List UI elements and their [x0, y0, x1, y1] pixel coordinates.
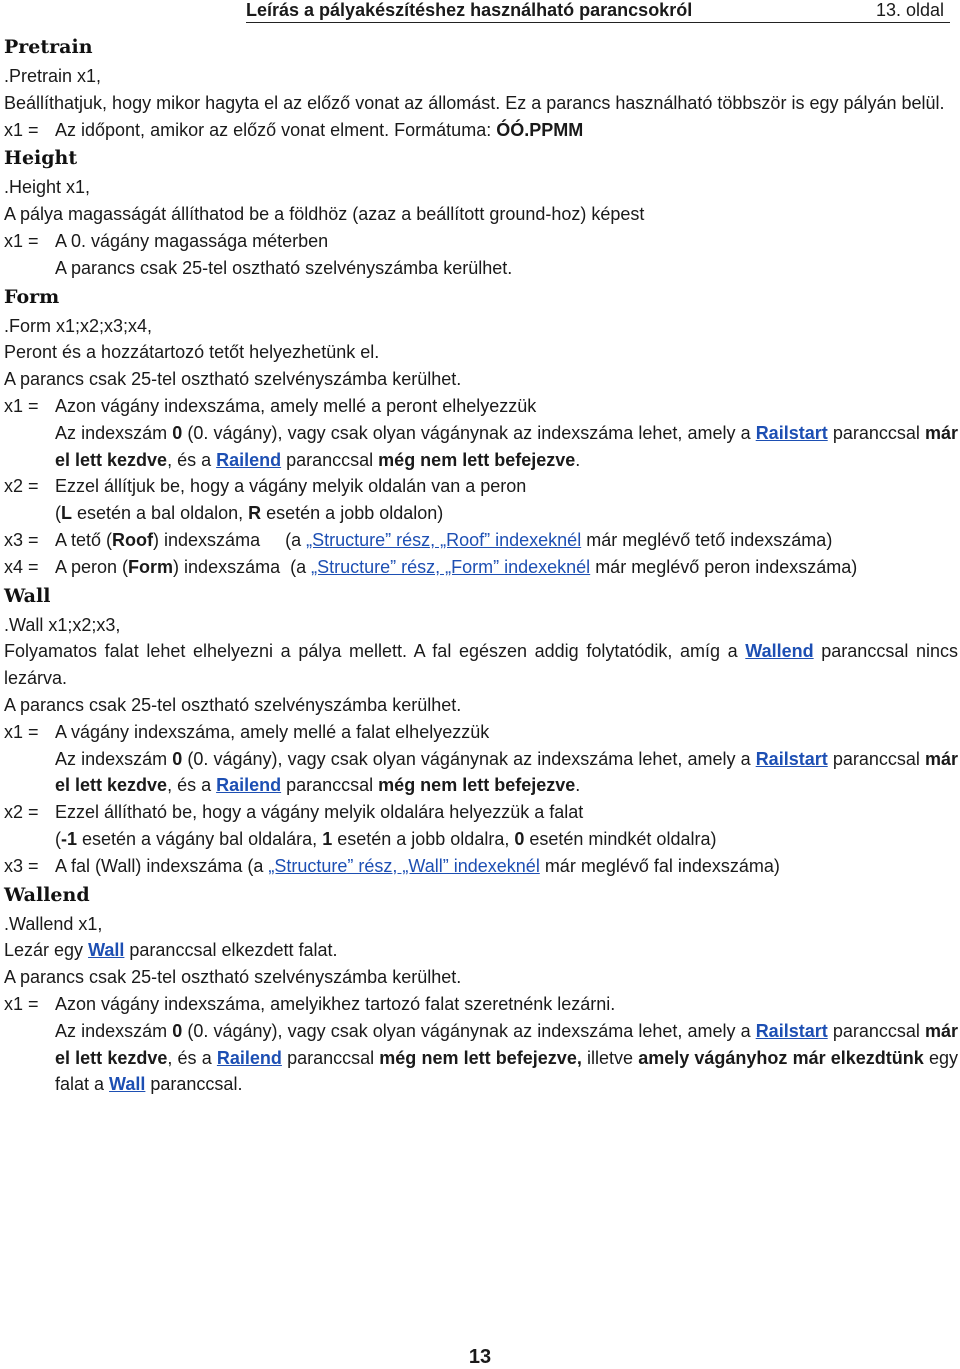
text: egy falat a [55, 1047, 958, 1095]
text: esetén a bal oldalon, [72, 503, 249, 524]
text: A tető ( [55, 529, 113, 550]
page-header [0, 0, 960, 24]
section-height [4, 145, 958, 281]
param-x1 [4, 228, 958, 255]
text-bold: 0 [172, 1020, 183, 1041]
param-key: x4 = [4, 556, 39, 577]
param-key: x1 = [4, 395, 39, 416]
section-pretrain [4, 34, 958, 143]
wall-link[interactable]: Wall [109, 1074, 146, 1095]
text: A fal (Wall) indexszáma (a [55, 855, 269, 876]
wall-link[interactable]: Wall [88, 940, 125, 961]
section-title: Height [4, 147, 78, 170]
section-title: Form [4, 285, 60, 308]
text: Lezár egy [4, 940, 89, 961]
param-x2 [4, 473, 958, 500]
text: ) indexszáma (a [173, 556, 312, 577]
param-text: Ezzel állítható be, hogy a vágány melyik oldalára helyezzük a falat [55, 802, 584, 823]
param-x1-detail [4, 746, 958, 800]
text: paranccsal [281, 775, 379, 796]
text: . [575, 775, 581, 796]
text-bold: már el lett kezdve [55, 748, 958, 796]
param-key: x1 = [4, 119, 39, 140]
text-bold: már el lett kezdve [55, 422, 958, 470]
description [4, 638, 958, 692]
text: (0. vágány), vagy csak olyan vágánynak az indexszáma lehet, amely a [182, 422, 756, 443]
text: esetén mindkét oldalra) [524, 828, 717, 849]
param-text [55, 853, 958, 880]
text: esetén a jobb oldalra, [332, 828, 515, 849]
syntax-line: .Pretrain x1, [4, 66, 102, 86]
header-rule [246, 22, 950, 23]
param-key: x3 = [4, 529, 39, 550]
syntax-line: .Wall x1;x2;x3, [4, 614, 121, 635]
text-bold: Form [128, 556, 174, 577]
param-key: x1 = [4, 230, 39, 251]
param-key: x2 = [4, 476, 39, 497]
param-text [55, 527, 958, 554]
description [4, 937, 958, 964]
param-text: Azon vágány indexszáma, amelyikhez tartozó falat szeretnénk lezárni. [55, 993, 616, 1014]
text: (0. vágány), vagy csak olyan vágánynak az indexszáma lehet, amely a [182, 748, 756, 769]
text: ( [55, 828, 61, 849]
header-page-label: 13. oldal [875, 0, 944, 20]
param-x1 [4, 117, 958, 144]
param-x1 [4, 991, 958, 1018]
structure-form-link[interactable]: „Structure” rész, „Form” indexeknél [311, 556, 591, 577]
section-title: Wallend [4, 883, 90, 906]
text-bold: 0 [172, 748, 183, 769]
param-key: x1 = [4, 721, 39, 742]
railstart-link[interactable]: Railstart [755, 1020, 828, 1041]
railend-link[interactable]: Railend [216, 775, 282, 796]
text-bold: Roof [112, 529, 154, 550]
text: ) indexszáma (a [153, 529, 307, 550]
syntax-line: .Height x1, [4, 177, 91, 198]
param-x3 [4, 853, 958, 880]
param-text: Ezzel állítjuk be, hogy a vágány melyik oldalán van a peron [55, 476, 527, 497]
text-bold: 1 [322, 828, 333, 849]
text-bold: -1 [61, 828, 78, 849]
param-text: Azon vágány indexszáma, amely mellé a peront elhelyezzük [55, 395, 537, 416]
time-format: ÓÓ.PPMM [496, 119, 584, 140]
section-wallend [4, 882, 958, 1099]
param-x1-detail [4, 1018, 958, 1098]
param-x1 [4, 393, 958, 420]
syntax-line: .Form x1;x2;x3;x4, [4, 315, 153, 336]
note: A parancs csak 25-tel osztható szelvényszámba kerülhet. [55, 257, 513, 278]
structure-wall-link[interactable]: „Structure” rész, „Wall” indexeknél [268, 855, 540, 876]
param-text [55, 554, 958, 581]
railend-link[interactable]: Railend [216, 1047, 282, 1068]
structure-roof-link[interactable]: „Structure” rész, „Roof” indexeknél [306, 529, 582, 550]
text: , és a [167, 1047, 217, 1068]
text: paranccsal [827, 422, 925, 443]
description: A pálya magasságát állíthatod be a földhöz (azaz a beállított ground-hoz) képest [4, 204, 645, 225]
param-x1 [4, 719, 958, 746]
text-bold: 0 [172, 422, 183, 443]
text: illetve [581, 1047, 639, 1068]
section-title: Wall [4, 584, 51, 607]
text: . [575, 449, 581, 470]
param-x1-detail [4, 420, 958, 474]
text-bold: amely vágányhoz már elkezdtünk [638, 1047, 924, 1068]
railstart-link[interactable]: Railstart [755, 748, 828, 769]
param-text: A vágány indexszáma, amely mellé a falat elhelyezzük [55, 721, 490, 742]
railstart-link[interactable]: Railstart [755, 422, 828, 443]
description: Beállíthatjuk, hogy mikor hagyta el az előző vonat az állomást. Ez a parancs használható többször is egy pályán belül. [4, 92, 945, 113]
text-bold: még nem lett befejezve, [379, 1047, 582, 1068]
text: paranccsal [281, 1047, 380, 1068]
param-x2 [4, 799, 958, 826]
section-title: Pretrain [4, 36, 93, 58]
railend-link[interactable]: Railend [216, 449, 282, 470]
description-note: A parancs csak 25-tel osztható szelvényszámba kerülhet. [4, 967, 462, 988]
text-bold: 0 [514, 828, 525, 849]
text: , és a [167, 775, 217, 796]
text: paranccsal elkezdett falat. [124, 940, 338, 961]
description-note: A parancs csak 25-tel osztható szelvényszámba kerülhet. [4, 369, 462, 390]
text: ( [55, 503, 61, 524]
text: esetén a jobb oldalon) [261, 503, 444, 524]
text-bold: L [61, 503, 72, 524]
text: paranccsal [281, 449, 379, 470]
text-bold: még nem lett befejezve [378, 449, 576, 470]
text: Az indexszám [55, 422, 173, 443]
text-bold: R [248, 503, 262, 524]
param-text: A 0. vágány magassága méterben [55, 230, 329, 251]
text: már meglévő tető indexszáma) [581, 529, 833, 550]
text: már meglévő fal indexszáma) [539, 855, 780, 876]
section-wall [4, 583, 958, 880]
text: A peron ( [55, 556, 129, 577]
header-title: Leírás a pályakészítéshez használható parancsokról [246, 0, 693, 20]
text: (0. vágány), vagy csak olyan vágánynak az indexszáma lehet, amely a [182, 1020, 756, 1041]
description: Peront és a hozzátartozó tetőt helyezhetünk el. [4, 342, 380, 363]
param-text [55, 117, 958, 144]
section-form [4, 284, 958, 581]
text: Folyamatos falat lehet elhelyezni a pálya mellett. A fal egészen addig folytatódik, amíg a [4, 641, 746, 662]
text: Az indexszám [55, 748, 173, 769]
wallend-link[interactable]: Wallend [745, 641, 814, 662]
param-key: x3 = [4, 855, 39, 876]
text: esetén a vágány bal oldalára, [77, 828, 323, 849]
text-bold: még nem lett befejezve [378, 775, 576, 796]
param-key: x2 = [4, 802, 39, 823]
param-x2-detail [4, 500, 958, 527]
param-x4 [4, 554, 958, 581]
text: paranccsal [827, 748, 925, 769]
text: paranccsal. [145, 1074, 243, 1095]
text: , és a [167, 449, 217, 470]
param-x2-detail [4, 826, 958, 853]
text: Az indexszám [55, 1020, 173, 1041]
param-x3 [4, 527, 958, 554]
page-number: 13 [468, 1346, 492, 1368]
text: paranccsal [827, 1020, 925, 1041]
description-note: A parancs csak 25-tel osztható szelvényszámba kerülhet. [4, 694, 462, 715]
text-bold: már el lett kezdve [55, 1020, 958, 1068]
param-desc: Az időpont, amikor az előző vonat elment. Formátuma: [55, 119, 497, 140]
document-body [4, 32, 958, 1098]
text: már meglévő peron indexszáma) [590, 556, 858, 577]
syntax-line: .Wallend x1, [4, 913, 103, 934]
text: paranccsal nincs lezárva. [4, 641, 958, 689]
param-key: x1 = [4, 993, 39, 1014]
